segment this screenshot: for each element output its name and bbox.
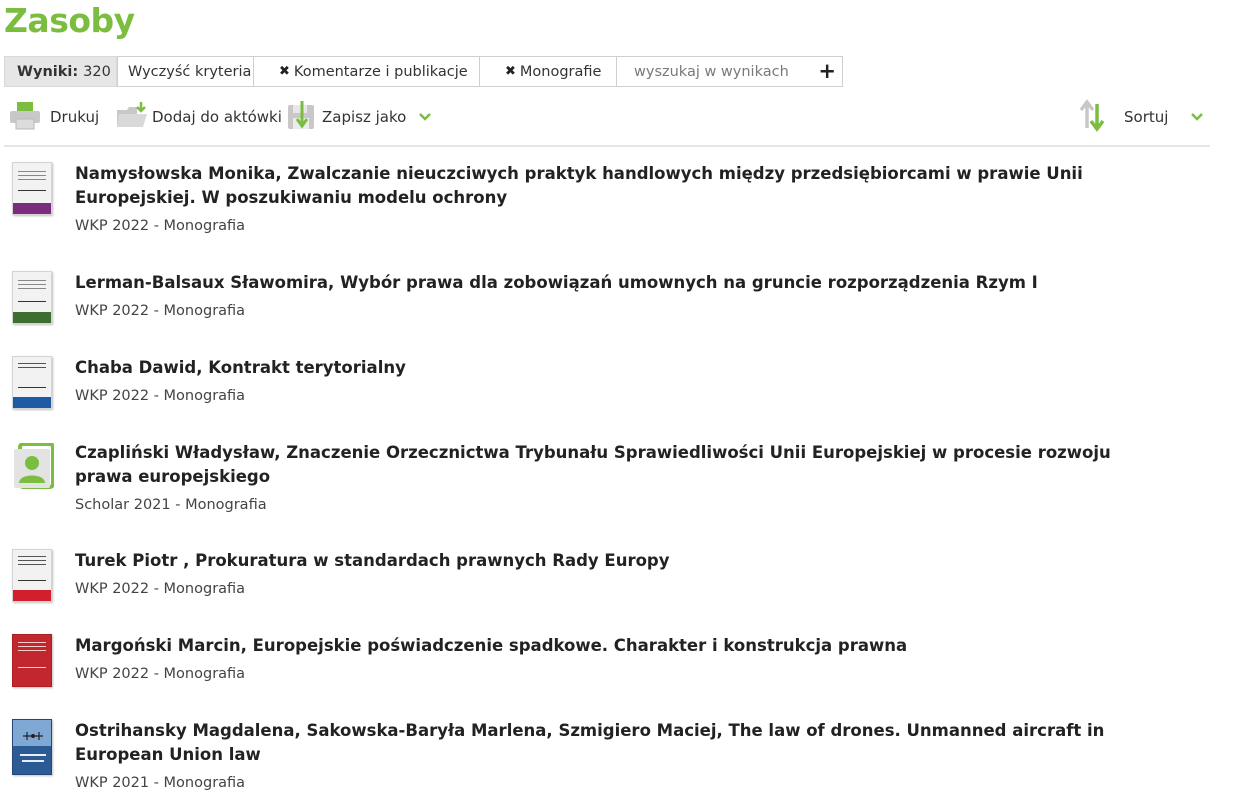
filter-tag-monografie[interactable] [480,56,617,87]
save-icon [286,99,318,135]
book-cover[interactable] [12,719,52,775]
print-button[interactable] [8,98,99,136]
plus-icon[interactable]: + [818,59,836,83]
result-title[interactable]: Chaba Dawid, Kontrakt terytorialny [75,358,406,377]
add-to-folder-button[interactable] [115,98,282,136]
filter-tag-label: Monografie [519,63,602,80]
book-cover[interactable] [12,162,52,215]
remove-filter-icon[interactable]: ✖ [505,64,516,79]
results-number: 320 [83,63,111,80]
remove-filter-icon[interactable]: ✖ [279,64,290,79]
result-meta: WKP 2022 - Monografia [75,388,246,404]
printer-icon [8,100,42,134]
sort-icon [1078,98,1106,136]
clear-criteria-label: Wyczyść kryteria [128,63,252,80]
result-title[interactable]: Namysłowska Monika, Zwalczanie nieuczciwych praktyk handlowych między przedsiębiorcami w prawie Unii Europejskiej. W poszukiwaniu modelu ochrony [75,164,1083,207]
result-meta: Scholar 2021 - Monografia [75,497,267,513]
toolbar [4,98,1210,147]
filter-tag-komentarze[interactable] [254,56,480,87]
author-placeholder-icon[interactable] [12,443,54,489]
result-title[interactable]: Lerman-Balsaux Sławomira, Wybór prawa dla zobowiązań umownych na gruncie rozporządzenia Rzym I [75,273,1038,292]
book-cover[interactable] [12,356,52,409]
sort-button[interactable] [1078,98,1204,136]
chevron-down-icon[interactable] [418,108,432,126]
folder-add-icon [115,100,149,134]
result-meta: WKP 2022 - Monografia [75,581,246,597]
result-meta: WKP 2022 - Monografia [75,666,246,682]
result-meta: WKP 2022 - Monografia [75,218,246,234]
page-title: Zasoby [4,1,135,40]
result-title[interactable]: Margoński Marcin, Europejskie poświadczenie spadkowe. Charakter i konstrukcja prawna [75,636,908,655]
result-title[interactable]: Ostrihansky Magdalena, Sakowska-Baryła Marlena, Szmigiero Maciej, The law of drones. Unmanned aircraft in European Union law [75,721,1105,764]
chevron-down-icon[interactable] [1190,108,1204,126]
result-title[interactable]: Turek Piotr , Prokuratura w standardach prawnych Rady Europy [75,551,670,570]
clear-criteria-button[interactable] [117,56,254,87]
save-as-label: Zapisz jako [322,108,407,126]
search-in-results [617,56,843,87]
result-title[interactable]: Czapliński Władysław, Znaczenie Orzecznictwa Trybunału Sprawiedliwości Unii Europejskiej w procesie rozwoju prawa europejskiego [75,443,1111,486]
sort-label: Sortuj [1124,108,1169,126]
filter-bar [4,56,843,87]
save-as-button[interactable] [286,98,432,136]
search-in-results-input[interactable] [617,57,807,86]
results-count [4,56,117,87]
result-meta: WKP 2022 - Monografia [75,303,246,319]
print-label: Drukuj [50,108,100,126]
book-cover[interactable] [12,271,52,324]
add-to-folder-label: Dodaj do aktówki [152,108,282,126]
book-cover[interactable] [12,549,52,602]
filter-tag-label: Komentarze i publikacje [293,63,468,80]
book-cover[interactable] [12,634,52,687]
result-meta: WKP 2021 - Monografia [75,775,246,791]
results-label: Wyniki: [17,63,79,80]
